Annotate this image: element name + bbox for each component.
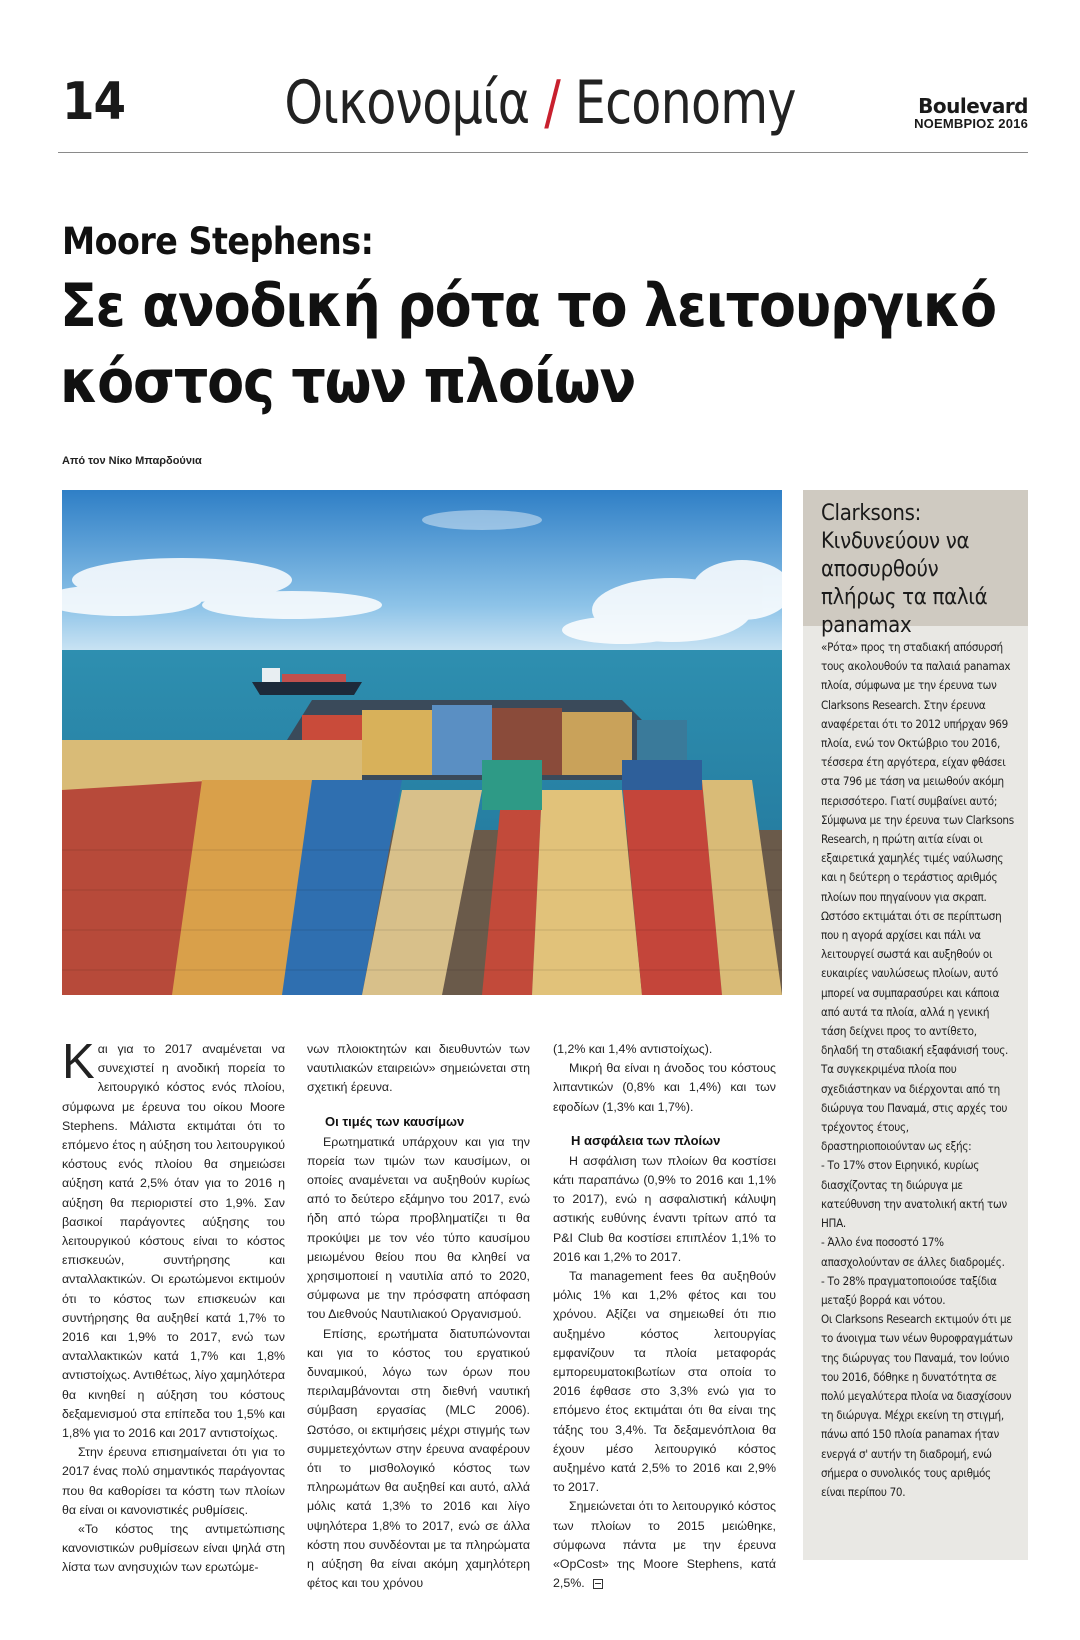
page-number: 14 — [62, 72, 126, 132]
drop-cap: Κ — [62, 1035, 95, 1089]
article-paragraph: (1,2% και 1,4% αντιστοίχως). — [553, 1042, 713, 1056]
article-paragraph: Επίσης, ερωτήματα διατυπώνονται και για το κόστος του εργατικού δυναμικού, λόγω των όρων που περιλαμβάνονται στη διεθνή ναυτική σύμβαση εργασίας (MLC 2006). Ωστόσο, οι εκτιμήσεις μέχρι στιγμής των συμμετεχόντων στην έρευνα αναφέρουν ότι το μισθολογικό κόστος των πληρωμάτων θα αυξηθεί και αυτό, αλλά μόλις κατά 1,3% το 2016 και λίγο υψηλότερα 1,8% το 2017, ενώ σε άλλα κόστη που συνδέονται με τα πληρώματα η αύξηση θα είναι ακόμη χαμηλότερη φέτος και του χρόνου — [307, 1326, 530, 1591]
article-byline: Από τον Νίκο Μπαρδούνια — [62, 455, 202, 467]
subheading-fuel-prices: Οι τιμές των καυσίμων — [325, 1113, 465, 1129]
sidebar-paragraph: - Άλλο ένα ποσοστό 17% απασχολούνταν σε άλλες διαδρομές. — [821, 1235, 1005, 1269]
article-paragraph: Ερωτηματικά υπάρχουν και για την πορεία των τιμών των καυσίμων, οι οποίες αναμένεται να αυξηθούν κυρίως από το δεύτερο εξάμηνο του 2017, ενώ ήδη από τώρα προβληματίζει τι θα προκύψει με τον νέο τύπο καυσίμου μειωμένου θείου που θα κληθεί να χρησιμοποιεί η ναυτιλία από το 2020, σύμφωνα με την πρόσφατη απόφαση του Διεθνούς Ναυτιλιακού Οργανισμού. — [307, 1134, 530, 1322]
article-column-1 — [62, 1035, 285, 1578]
article-paragraph: Η ασφάλιση των πλοίων θα κοστίσει κάτι παραπάνω (0,9% το 2016 και 1,1% το 2017), ενώ η ασφαλιστική κάλυψη αστικής ευθύνης έναντι τρίτων από τα P&I Club θα κοστίσει επιπλέον 1,1% το 2016 και 1,2% το 2017. — [553, 1153, 776, 1264]
container-ship-photo — [62, 490, 782, 995]
header-divider — [58, 152, 1028, 153]
section-separator: / — [544, 68, 560, 138]
article-paragraph: Και για το 2017 αναμένεται να συνεχιστεί η ανοδική πορεία το λειτουργικό κόστος ενός πλοίου, σύμφωνα με έρευνα του οίκου Moore Stephens. Μάλιστα εκτιμάται ότι το επόμενο έτος η αύξηση του λειτουργικού κόστους ενός πλοίου θα σημειώσει αύξηση κατά 2,5% όταν για το 2016 η αύξηση θα περιοριστεί στο 1,9%. Σαν βασικοί παράγοντες αύξησης του λειτουργικού κόστους είναι το κόστος επισκευών, συντήρησης και ανταλλακτικών. Οι ερωτώμενοι εκτιμούν ότι το κόστος των επισκευών και συντήρησης θα αυξηθεί κατά 1,7% το 2016 και 1,9% το 2017, ενώ των ανταλλακτικών κατά 1,7% και 1,8% αντιστοίχως. Αντιθέτως, λίγο χαμηλότερα θα κινηθεί η αύξηση του κόστους δεξαμενισμού στα επίπεδα του 1,5% και 1,8% για το 2016 και 2017 αντιστοίχως. — [62, 1035, 285, 1441]
article-paragraph: «Το κόστος της αντιμετώπισης κανονιστικών ρυθμίσεων είναι ψηλά στη λίστα των ανησυχιών των ερωτώμε- — [62, 1522, 285, 1575]
article-kicker: Moore Stephens: — [62, 220, 374, 263]
section-title-english: Economy — [574, 68, 796, 138]
article-headline: Σε ανοδική ρότα το λειτουργικό κόστος των πλοίων — [60, 271, 996, 417]
sidebar-paragraph: - Το 28% πραγματοποιούσε ταξίδια μεταξύ βορρά και νότου. — [821, 1273, 997, 1307]
article-column-2 — [307, 1040, 530, 1593]
publication-name: Boulevard — [918, 94, 1028, 118]
section-title — [97, 70, 983, 136]
sidebar-paragraph: Τα συγκεκριμένα πλοία που σχεδιάστηκαν να διέρχονται από τη διώρυγα του Παναμά, στις αρχές του τρέχοντος έτους, δραστηριοποιούνταν ως εξής: — [821, 1062, 1008, 1154]
issue-date: ΝΟΕΜΒΡΙΟΣ 2016 — [914, 116, 1028, 131]
sidebar-paragraph: Οι Clarksons Research εκτιμούν ότι με το άνοιγμα των νέων θυροφραγμάτων της διώρυγας του Παναμά, τον Ιούνιο του 2016, δόθηκε η δυνατότητα σε πολύ μεγαλύτερα πλοία να διασχίσουν τη διώρυγα. Μέχρι εκείνη τη στιγμή, πάνω από 150 πλοία panamax ήταν ενεργά σ' αυτήν τη διαδρομή, ενώ σήμερα ο συνολικός τους αριθμός είναι περίπου 70. — [821, 1312, 1013, 1499]
article-paragraph: Τα management fees θα αυξηθούν μόλις 1% και 1,2% φέτος και του χρόνου. Αξίζει να σημειωθεί ότι πιο αυξημένο κόστος λειτουργίας εμφανίζουν τα πλοία μεταφοράς εμπορευματοκιβωτίων στα οποία το 2016 έφθασε στο 3,3% ενώ για το επόμενο έτος εκτιμάται ότι θα είναι της τάξης του 3,4%. Τα δεξαμενόπλοια θα έχουν μέσο λειτουργικό κόστος αυξημένο κατά 2,5% το 2016 και 2,9% το 2017. — [553, 1269, 776, 1495]
sidebar-paragraph: - Το 17% στον Ειρηνικό, κυρίως διασχίζοντας τη διώρυγα με κατεύθυνση την ανατολική ακτή των ΗΠΑ. — [821, 1158, 1007, 1231]
sidebar-title: Clarksons: Κινδυνεύουν να αποσυρθούν πλήρως τα παλιά panamax — [821, 501, 988, 638]
article-paragraph: Στην έρευνα επισημαίνεται ότι για το 2017 ένας πολύ σημαντικός παράγοντας που θα καθορίσει τα κόστη των πλοίων θα είναι οι κανονιστικές ρυθμίσεις. — [62, 1445, 285, 1517]
sidebar-header — [803, 490, 1028, 638]
end-of-article-icon — [593, 1579, 603, 1589]
sidebar-body — [803, 626, 1028, 1502]
article-paragraph: Σημειώνεται ότι το λειτουργικό κόστος των πλοίων το 2015 μειώθηκε, σύμφωνα πάντα με την έρευνα «OpCost» της Moore Stephens, κατά 2,5%. — [553, 1499, 776, 1591]
article-paragraph: νων πλοιοκτητών και διευθυντών των ναυτιλιακών εταιρειών» σημειώνεται στη σχετική έρευνα. — [307, 1042, 530, 1095]
sidebar-paragraph: «Ρότα» προς τη σταδιακή απόσυρσή τους ακολουθούν τα παλαιά panamax πλοία, σύμφωνα με την έρευνα των Clarksons Research. Στην έρευνα αναφέρεται ότι το 2012 υπήρχαν 969 πλοία, ενώ τον Οκτώβριο του 2016, τέσσερα έτη αργότερα, είχαν φθάσει στα 796 με τάση να μειωθούν ακόμη περισσότερο. Γιατί συμβαίνει αυτό; Σύμφωνα με την έρευνα των Clarksons Research, η πρώτη αιτία είναι οι εξαιρετικά χαμηλές τιμές ναύλωσης και η δεύτερη ο τεράστιος αριθμός πλοίων που πηγαίνουν για σκραπ. Ωστόσο εκτιμάται ότι σε περίπτωση που η αγορά αρχίσει και πάλι να λειτουργεί σωστά και αυξηθούν οι ευκαιρίες ναυλώσεως πλοίων, αυτό μπορεί να συμπαρασύρει και κάποια από αυτά τα πλοία, αλλά η γενική τάση δείχνει προς το αντίθετο, δηλαδή τη σταδιακή εξαφάνισή τους. — [821, 640, 1014, 1058]
sidebar-box — [803, 490, 1028, 1560]
subheading-ship-insurance: Η ασφάλεια των πλοίων — [571, 1132, 721, 1148]
article-paragraph: Μικρή θα είναι η άνοδος του κόστους λιπαντικών (0,8% και 1,4%) και των εφοδίων (1,3% και 1,7%). — [553, 1061, 776, 1114]
section-title-greek: Οικονομία — [284, 68, 530, 138]
article-column-3 — [553, 1040, 776, 1593]
masthead — [914, 96, 1028, 131]
